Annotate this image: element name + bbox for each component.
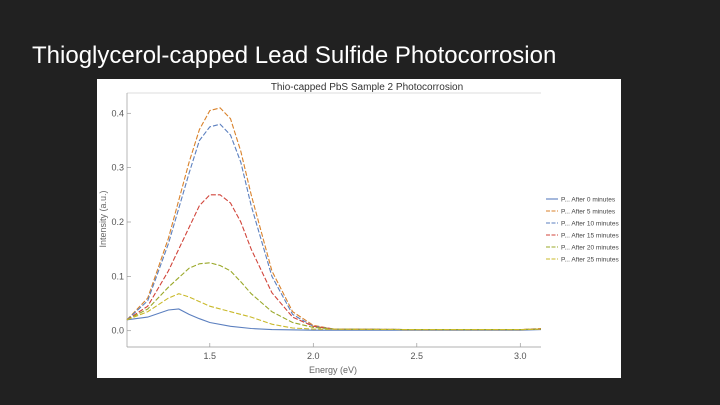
line-chart	[97, 79, 621, 378]
legend-label-3: P... After 15 minutes	[561, 232, 619, 240]
series-line-4	[127, 263, 541, 330]
legend-label-5: P... After 25 minutes	[561, 256, 619, 264]
series-lines	[127, 108, 541, 330]
legend-label-1: P... After 5 minutes	[561, 208, 616, 216]
y-tick-label: 0.4	[111, 108, 124, 119]
x-tick-label: 2.0	[307, 351, 320, 361]
y-axis-label: Intensity (a.u.)	[98, 190, 108, 248]
x-tick-label: 1.5	[203, 351, 217, 361]
slide-title: Thioglycerol-capped Lead Sulfide Photocorrosion	[32, 42, 557, 69]
legend-label-2: P... After 10 minutes	[561, 220, 619, 228]
series-line-5	[127, 294, 541, 330]
x-tick-label: 2.5	[410, 351, 424, 361]
legend	[546, 197, 619, 264]
y-tick-label: 0.3	[111, 162, 124, 173]
y-tick-label: 0.0	[111, 325, 124, 336]
x-tick-label: 3.0	[514, 351, 527, 361]
series-line-1	[127, 108, 541, 330]
legend-label-4: P... After 20 minutes	[561, 244, 619, 252]
chart-figure	[97, 79, 621, 378]
x-axis-label: Energy (eV)	[308, 365, 358, 375]
series-line-3	[127, 195, 541, 330]
y-tick-label: 0.1	[111, 271, 124, 282]
chart-title: Thio-capped PbS Sample 2 Photocorrosion	[270, 82, 464, 93]
legend-label-0: P... After 0 minutes	[561, 196, 616, 204]
series-line-0	[127, 309, 541, 330]
y-tick-label: 0.2	[111, 217, 124, 227]
chart-axes	[111, 93, 541, 361]
